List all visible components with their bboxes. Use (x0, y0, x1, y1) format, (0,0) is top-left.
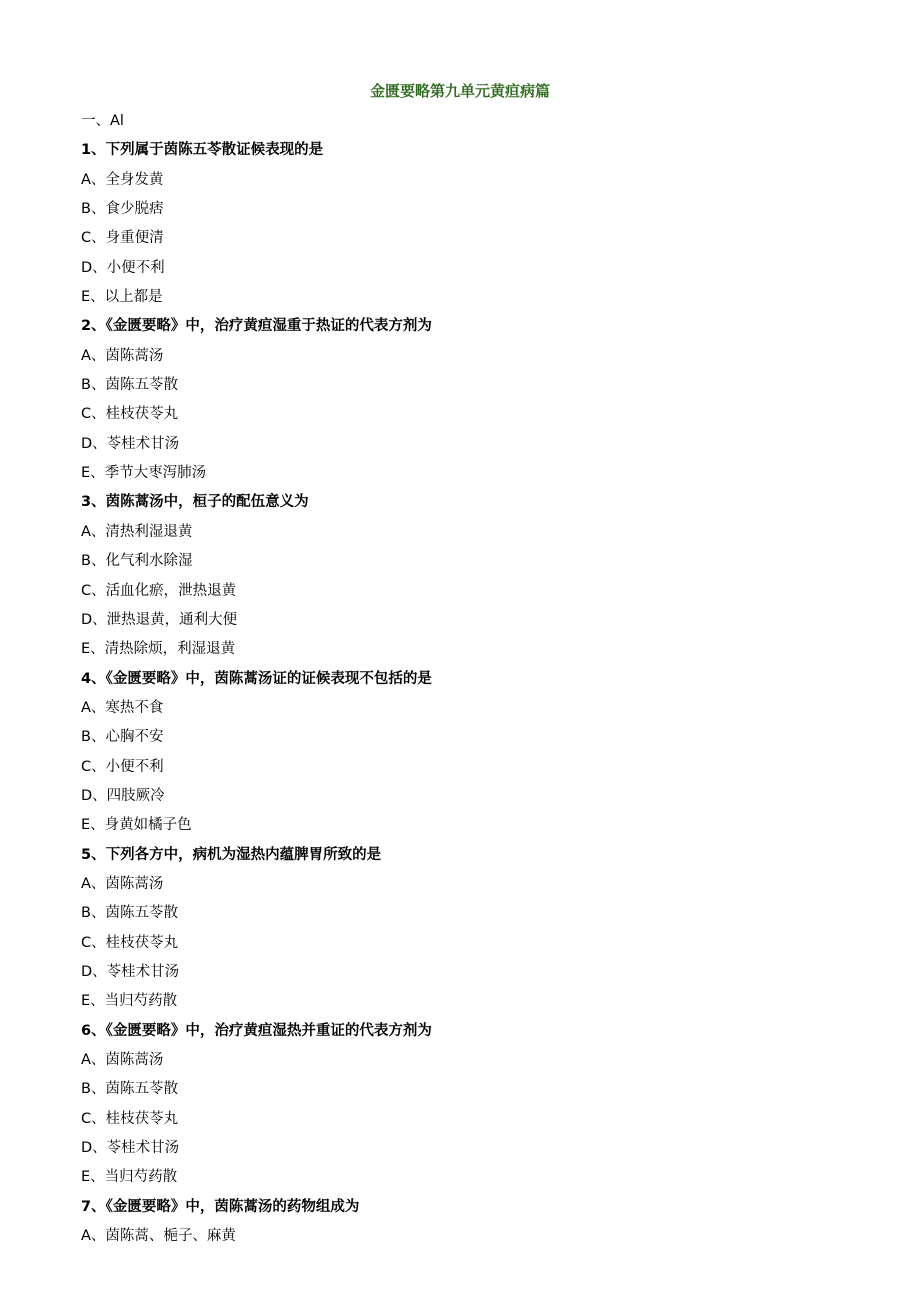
answer-option: C、身重便清 (81, 230, 164, 247)
answer-option: A、茵陈蒿汤 (81, 875, 164, 892)
question-stem: 4、《金匮要略》中，茵陈蒿汤证的证候表现不包括的是 (81, 670, 432, 687)
answer-option: B、化气利水除湿 (81, 553, 193, 570)
document-title: 金匮要略第九单元黄疸病篇 (369, 82, 550, 100)
answer-option: E、季节大枣泻肺汤 (81, 465, 207, 482)
answer-option: D、苓桂术甘汤 (81, 963, 180, 980)
answer-option: A、寒热不食 (81, 699, 164, 716)
answer-option: E、清热除烦，利湿退黄 (81, 641, 236, 658)
answer-option: D、小便不利 (81, 259, 165, 276)
answer-option: B、食少脱痞 (81, 201, 164, 218)
answer-option: D、苓桂术甘汤 (81, 1140, 180, 1157)
answer-option: C、活血化瘀，泄热退黄 (81, 582, 237, 599)
answer-option: D、泄热退黄，通利大便 (81, 611, 238, 628)
questions-container (81, 138, 861, 1253)
answer-option: D、苓桂术甘汤 (81, 435, 180, 452)
answer-option: E、以上都是 (81, 289, 163, 306)
answer-option: B、茵陈五苓散 (81, 377, 178, 394)
question-stem: 5、下列各方中，病机为湿热内蕴脾胃所致的是 (81, 846, 382, 863)
answer-option: E、当归芍药散 (81, 1169, 178, 1186)
answer-option: B、心胸不安 (81, 729, 164, 746)
question-list (81, 109, 861, 1253)
answer-option: E、身黄如橘子色 (81, 817, 192, 834)
question-stem: 1、下列属于茵陈五苓散证候表现的是 (81, 142, 324, 159)
section-heading: 一、Al (81, 113, 124, 129)
answer-option: E、当归芍药散 (81, 993, 178, 1010)
answer-option: A、全身发黄 (81, 171, 164, 188)
answer-option: A、茵陈蒿、梔子、麻黄 (81, 1228, 236, 1245)
answer-option: D、四肢厥冷 (81, 787, 165, 804)
answer-option: C、桂枝茯苓丸 (81, 406, 179, 423)
question-stem: 6、《金匮要略》中，治疗黄疸湿热并重证的代表方剂为 (81, 1022, 432, 1039)
answer-option: A、茵陈蒿汤 (81, 347, 164, 364)
answer-option: C、桂枝茯苓丸 (81, 934, 179, 951)
answer-option: B、茵陈五苓散 (81, 905, 178, 922)
answer-option: C、桂枝茯苓丸 (81, 1110, 179, 1127)
answer-option: C、小便不利 (81, 758, 164, 775)
answer-option: B、茵陈五苓散 (81, 1081, 178, 1098)
answer-option: A、清热利湿退黄 (81, 523, 193, 540)
question-stem: 3、茵陈蒿汤中，桓子的配伍意义为 (81, 494, 309, 511)
question-stem: 2、《金匮要略》中，治疗黄疸湿重于热证的代表方剂为 (81, 318, 432, 335)
answer-option: A、茵陈蒿汤 (81, 1052, 164, 1068)
question-stem: 7、《金匮要略》中，茵陈蒿汤的药物组成为 (81, 1198, 360, 1215)
